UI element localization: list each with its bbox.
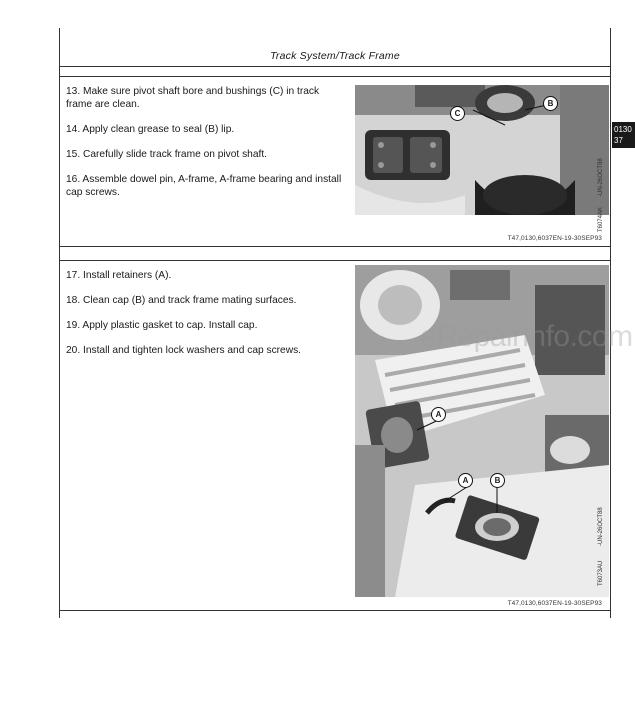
step-list-1 xyxy=(66,85,346,211)
photo-pivot-shaft xyxy=(355,85,609,215)
callout-c: C xyxy=(450,106,465,121)
procedure-block-1 xyxy=(59,76,611,247)
step-list-2 xyxy=(66,269,346,369)
callout-a-loose: A xyxy=(458,473,473,488)
step-19: 19. Apply plastic gasket to cap. Install cap. xyxy=(66,320,258,331)
header-rule xyxy=(59,66,611,67)
figure-number-2: T6073AU xyxy=(598,560,604,586)
callout-b: B xyxy=(543,96,558,111)
watermark-text: eRepairInfo.com xyxy=(420,320,633,353)
step-13: 13. Make sure pivot shaft bore and bushings (C) in track frame are clean. xyxy=(66,86,320,110)
reference-code-1: T47,0130,6037EN-19-30SEP93 xyxy=(507,235,602,242)
figure-number-1: T6074AK xyxy=(598,206,604,232)
callout-b-cap: B xyxy=(490,473,505,488)
step-14: 14. Apply clean grease to seal (B) lip. xyxy=(66,124,235,135)
callout-a-retainer: A xyxy=(431,407,446,422)
step-16: 16. Assemble dowel pin, A-frame, A-frame bearing and install cap screws. xyxy=(66,174,342,198)
figure-code-2: -UN-26OCT88 xyxy=(598,507,604,546)
figure-code-1: -UN-26OCT88 xyxy=(598,158,604,197)
step-17: 17. Install retainers (A). xyxy=(66,270,172,281)
step-15: 15. Carefully slide track frame on pivot shaft. xyxy=(66,149,268,160)
photo-retainer-cap xyxy=(355,265,609,597)
procedure-block-2 xyxy=(59,260,611,611)
section-tab xyxy=(612,122,635,148)
step-20: 20. Install and tighten lock washers and cap screws. xyxy=(66,345,302,356)
page-header-title: Track System/Track Frame xyxy=(270,50,400,62)
step-18: 18. Clean cap (B) and track frame mating surfaces. xyxy=(66,295,297,306)
section-tab-page: 37 xyxy=(614,136,623,145)
reference-code-2: T47,0130,6037EN-19-30SEP93 xyxy=(507,600,602,607)
section-tab-number: 0130 xyxy=(614,125,632,134)
